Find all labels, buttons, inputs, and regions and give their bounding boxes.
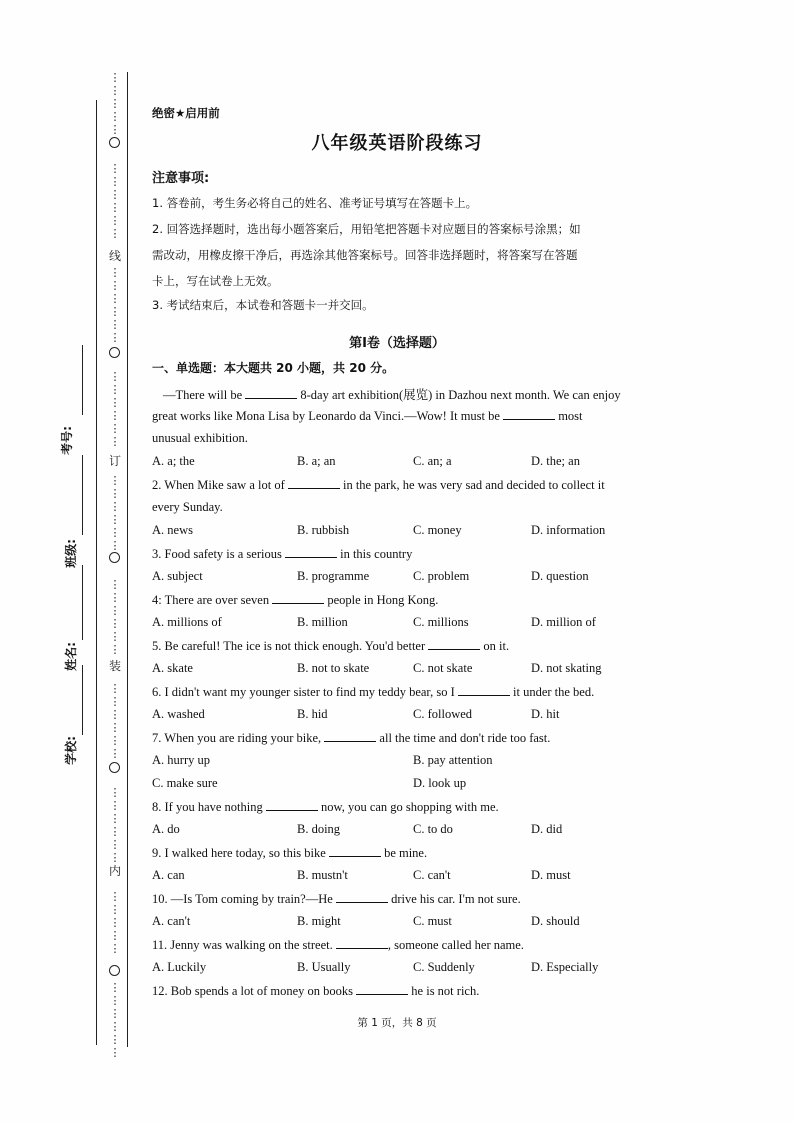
answer-option: C. to do xyxy=(413,822,453,836)
exam-number-blank xyxy=(82,345,83,415)
question-line xyxy=(152,477,642,493)
binding-word: 装 xyxy=(108,659,121,673)
question-text: most xyxy=(555,409,583,423)
question-line xyxy=(152,983,642,999)
binding-dot: ⋮ xyxy=(109,97,121,110)
binding-outer-line xyxy=(96,100,97,1045)
binding-dot: ⋮ xyxy=(109,305,121,318)
binding-dot: ⋮ xyxy=(109,201,121,214)
answer-option: A. news xyxy=(152,523,193,537)
question-text: 4: There are over seven xyxy=(152,593,273,607)
question-text: on it. xyxy=(480,639,510,653)
answer-option: B. pay attention xyxy=(413,753,493,767)
binding-dot: ⋮ xyxy=(109,799,121,812)
binding-dot: ⋮ xyxy=(109,162,121,175)
binding-dot: ⋮ xyxy=(109,903,121,916)
question-text: all the time and don't ride too fast. xyxy=(376,731,551,745)
binding-dot: ⋮ xyxy=(109,981,121,994)
binding-dot: ⋮ xyxy=(109,123,121,136)
question-text: Mona Lisa xyxy=(235,409,290,423)
answer-option: C. not skate xyxy=(413,661,473,675)
question-text: 6. I didn't want my younger sister to find my teddy bear, so I xyxy=(152,685,458,699)
binding-dotted-line xyxy=(108,71,122,1059)
answer-option: D. the; an xyxy=(531,454,580,468)
binding-dot: ⋮ xyxy=(109,539,121,552)
answer-option: B. might xyxy=(297,914,341,928)
question-text: 11. Jenny was walking on the street. xyxy=(152,938,336,952)
binding-dot: ⋮ xyxy=(109,942,121,955)
answer-option: B. mustn't xyxy=(297,868,348,882)
answer-option: B. million xyxy=(297,615,348,629)
notice-line: 2. 回答选择题时，选出每小题答案后，用铅笔把答题卡对应题目的答案标号涂黑；如 xyxy=(152,222,581,236)
binding-dot: ⋮ xyxy=(109,630,121,643)
binding-dot: ⋮ xyxy=(109,422,121,435)
binding-dot: ⋮ xyxy=(109,409,121,422)
answer-option: C. Suddenly xyxy=(413,960,475,974)
answer-option: B. Usually xyxy=(297,960,351,974)
binding-circle xyxy=(109,137,120,148)
answer-option: D. must xyxy=(531,868,571,882)
question-line xyxy=(152,408,642,424)
binding-word: 线 xyxy=(108,249,121,263)
answer-option: A. can't xyxy=(152,914,191,928)
answer-option: A. a; the xyxy=(152,454,195,468)
binding-dot: ⋮ xyxy=(109,513,121,526)
binding-dot: ⋮ xyxy=(109,851,121,864)
binding-dot: ⋮ xyxy=(109,279,121,292)
answer-option: C. can't xyxy=(413,868,451,882)
question-text: he is not rich. xyxy=(408,984,480,998)
binding-dot: ⋮ xyxy=(109,396,121,409)
binding-dot: ⋮ xyxy=(109,812,121,825)
answer-option: D. million of xyxy=(531,615,596,629)
binding-circle xyxy=(109,762,120,773)
answer-option: A. Luckily xyxy=(152,960,207,974)
answer-blank xyxy=(288,477,340,489)
question-text: unusual exhibition. xyxy=(152,431,248,445)
notice-line: 3. 考试结束后，本试卷和答题卡一并交回。 xyxy=(152,298,374,312)
binding-dot: ⋮ xyxy=(109,643,121,656)
binding-dot: ⋮ xyxy=(109,84,121,97)
answer-option: B. hid xyxy=(297,707,328,721)
part-title: 第Ⅰ卷（选择题） xyxy=(349,336,445,351)
name-label: 姓名: xyxy=(63,642,78,671)
answer-blank xyxy=(324,730,376,742)
question-text: in this country xyxy=(336,547,413,561)
question-line xyxy=(152,891,642,907)
answer-option: B. programme xyxy=(297,569,370,583)
question-text: 8-day art exhibition(展览) in Dazhou next month. We can enjoy xyxy=(297,388,621,402)
answer-option: D. not skating xyxy=(531,661,602,675)
question-text: in the park, he was very sad and decided to collect it xyxy=(339,478,605,492)
answer-blank xyxy=(245,387,297,399)
question-text: great works like xyxy=(152,409,236,423)
notice-line: 1. 答卷前，考生务必将自己的姓名、准考证号填写在答题卡上。 xyxy=(152,196,478,210)
binding-inner-line xyxy=(127,72,128,1047)
answer-option: C. an; a xyxy=(413,454,452,468)
binding-circle xyxy=(109,552,120,563)
notice-heading: 注意事项: xyxy=(152,171,210,186)
binding-dot: ⋮ xyxy=(109,682,121,695)
question-text: now, you can go shopping with me. xyxy=(317,800,499,814)
question-text: 2. When Mike saw a lot of xyxy=(152,478,288,492)
question-text: 9. I walked here today, so this bike xyxy=(152,846,329,860)
answer-option: C. money xyxy=(413,523,462,537)
answer-option: C. followed xyxy=(413,707,473,721)
answer-option: B. not to skate xyxy=(297,661,370,675)
binding-dot: ⋮ xyxy=(109,331,121,344)
answer-blank xyxy=(272,592,324,604)
binding-dot: ⋮ xyxy=(109,318,121,331)
answer-option: B. a; an xyxy=(297,454,336,468)
question-line xyxy=(152,500,642,515)
binding-dot: ⋮ xyxy=(109,1020,121,1033)
answer-blank xyxy=(503,408,555,420)
question-text: 10. —Is Tom coming by train?—He xyxy=(152,892,336,906)
answer-blank xyxy=(458,684,510,696)
answer-option: D. question xyxy=(531,569,589,583)
binding-dot: ⋮ xyxy=(109,734,121,747)
answer-option: A. subject xyxy=(152,569,203,583)
question-line xyxy=(152,546,642,562)
notice-line: 卡上，写在试卷上无效。 xyxy=(152,274,279,288)
binding-dot: ⋮ xyxy=(109,474,121,487)
question-text: 7. When you are riding your bike, xyxy=(152,731,325,745)
binding-dot: ⋮ xyxy=(109,500,121,513)
question-line xyxy=(152,592,642,608)
answer-blank xyxy=(428,638,480,650)
page-footer: 第 1 页，共 8 页 xyxy=(357,1017,437,1029)
answer-option: C. make sure xyxy=(152,776,218,790)
binding-dot: ⋮ xyxy=(109,916,121,929)
answer-option: A. do xyxy=(152,822,180,836)
binding-dot: ⋮ xyxy=(109,227,121,240)
answer-option: C. problem xyxy=(413,569,470,583)
question-text: every Sunday. xyxy=(152,500,223,514)
question-text: 12. Bob spends a lot of money on books xyxy=(152,984,357,998)
question-line xyxy=(152,845,642,861)
binding-dot: ⋮ xyxy=(109,487,121,500)
binding-dot: ⋮ xyxy=(109,591,121,604)
binding-circle xyxy=(109,347,120,358)
question-line xyxy=(152,638,642,654)
binding-dot: ⋮ xyxy=(109,578,121,591)
binding-dot: ⋮ xyxy=(109,721,121,734)
binding-dot: ⋮ xyxy=(109,110,121,123)
question-text: it under the bed. xyxy=(509,685,595,699)
name-blank xyxy=(82,565,83,640)
notice-line: 需改动，用橡皮擦干净后，再选涂其他答案标号。回答非选择题时，将答案写在答题 xyxy=(152,248,578,262)
answer-option: A. hurry up xyxy=(152,753,210,767)
question-line xyxy=(152,937,642,953)
answer-option: D. hit xyxy=(531,707,560,721)
school-blank xyxy=(82,665,83,735)
answer-option: D. information xyxy=(531,523,606,537)
binding-dot: ⋮ xyxy=(109,747,121,760)
binding-dot: ⋮ xyxy=(109,825,121,838)
answer-option: B. rubbish xyxy=(297,523,350,537)
question-line xyxy=(152,730,642,746)
answer-option: D. should xyxy=(531,914,580,928)
question-line xyxy=(152,431,642,446)
binding-dot: ⋮ xyxy=(109,1007,121,1020)
question-line xyxy=(163,385,653,403)
exam-number-label: 考号: xyxy=(59,426,74,455)
question-text: by Leonardo da Vinci.—Wow! It must be xyxy=(289,409,504,423)
binding-dot: ⋮ xyxy=(109,175,121,188)
question-text: drive his car. I'm not sure. xyxy=(387,892,521,906)
binding-dot: ⋮ xyxy=(109,1046,121,1059)
answer-option: A. skate xyxy=(152,661,193,675)
binding-dot: ⋮ xyxy=(109,994,121,1007)
confidential-mark: 绝密★启用前 xyxy=(152,106,220,120)
binding-dot: ⋮ xyxy=(109,1033,121,1046)
question-line xyxy=(152,684,642,700)
answer-option: C. millions xyxy=(413,615,469,629)
question-text: people in Hong Kong. xyxy=(324,593,439,607)
binding-circle xyxy=(109,965,120,976)
question-text: , someone called her name. xyxy=(387,938,524,952)
answer-option: A. washed xyxy=(152,707,205,721)
exam-title: 八年级英语阶段练习 xyxy=(311,133,483,154)
question-text: be mine. xyxy=(380,846,428,860)
answer-option: A. can xyxy=(152,868,185,882)
answer-blank xyxy=(356,983,408,995)
class-blank xyxy=(82,455,83,535)
binding-dot: ⋮ xyxy=(109,604,121,617)
binding-dot: ⋮ xyxy=(109,617,121,630)
binding-dot: ⋮ xyxy=(109,370,121,383)
school-label: 学校: xyxy=(63,736,78,765)
binding-dot: ⋮ xyxy=(109,708,121,721)
binding-dot: ⋮ xyxy=(109,929,121,942)
question-text: 5. Be careful! The ice is not thick enough. You'd better xyxy=(152,639,429,653)
answer-option: B. doing xyxy=(297,822,341,836)
question-line xyxy=(152,799,642,815)
binding-word: 订 xyxy=(108,454,121,468)
binding-dot: ⋮ xyxy=(109,214,121,227)
question-text: 8. If you have nothing xyxy=(152,800,266,814)
binding-dot: ⋮ xyxy=(109,71,121,84)
binding-dot: ⋮ xyxy=(109,383,121,396)
answer-option: A. millions of xyxy=(152,615,222,629)
answer-option: C. must xyxy=(413,914,452,928)
answer-option: D. Especially xyxy=(531,960,599,974)
question-text: —There will be xyxy=(163,388,246,402)
answer-blank xyxy=(329,845,381,857)
binding-word: 内 xyxy=(108,864,121,878)
binding-dot: ⋮ xyxy=(109,786,121,799)
binding-dot: ⋮ xyxy=(109,526,121,539)
answer-blank xyxy=(266,799,318,811)
binding-dot: ⋮ xyxy=(109,266,121,279)
section-heading: 一、单选题：本大题共 20 小题，共 20 分。 xyxy=(152,361,395,375)
binding-dot: ⋮ xyxy=(109,890,121,903)
binding-dot: ⋮ xyxy=(109,838,121,851)
answer-option: D. did xyxy=(531,822,563,836)
answer-blank xyxy=(285,546,337,558)
question-text: 3. Food safety is a serious xyxy=(152,547,285,561)
class-label: 班级: xyxy=(63,539,78,568)
binding-dot: ⋮ xyxy=(109,292,121,305)
binding-dot: ⋮ xyxy=(109,188,121,201)
binding-dot: ⋮ xyxy=(109,695,121,708)
answer-blank xyxy=(336,937,388,949)
binding-dot: ⋮ xyxy=(109,435,121,448)
answer-option: D. look up xyxy=(413,776,467,790)
answer-blank xyxy=(336,891,388,903)
